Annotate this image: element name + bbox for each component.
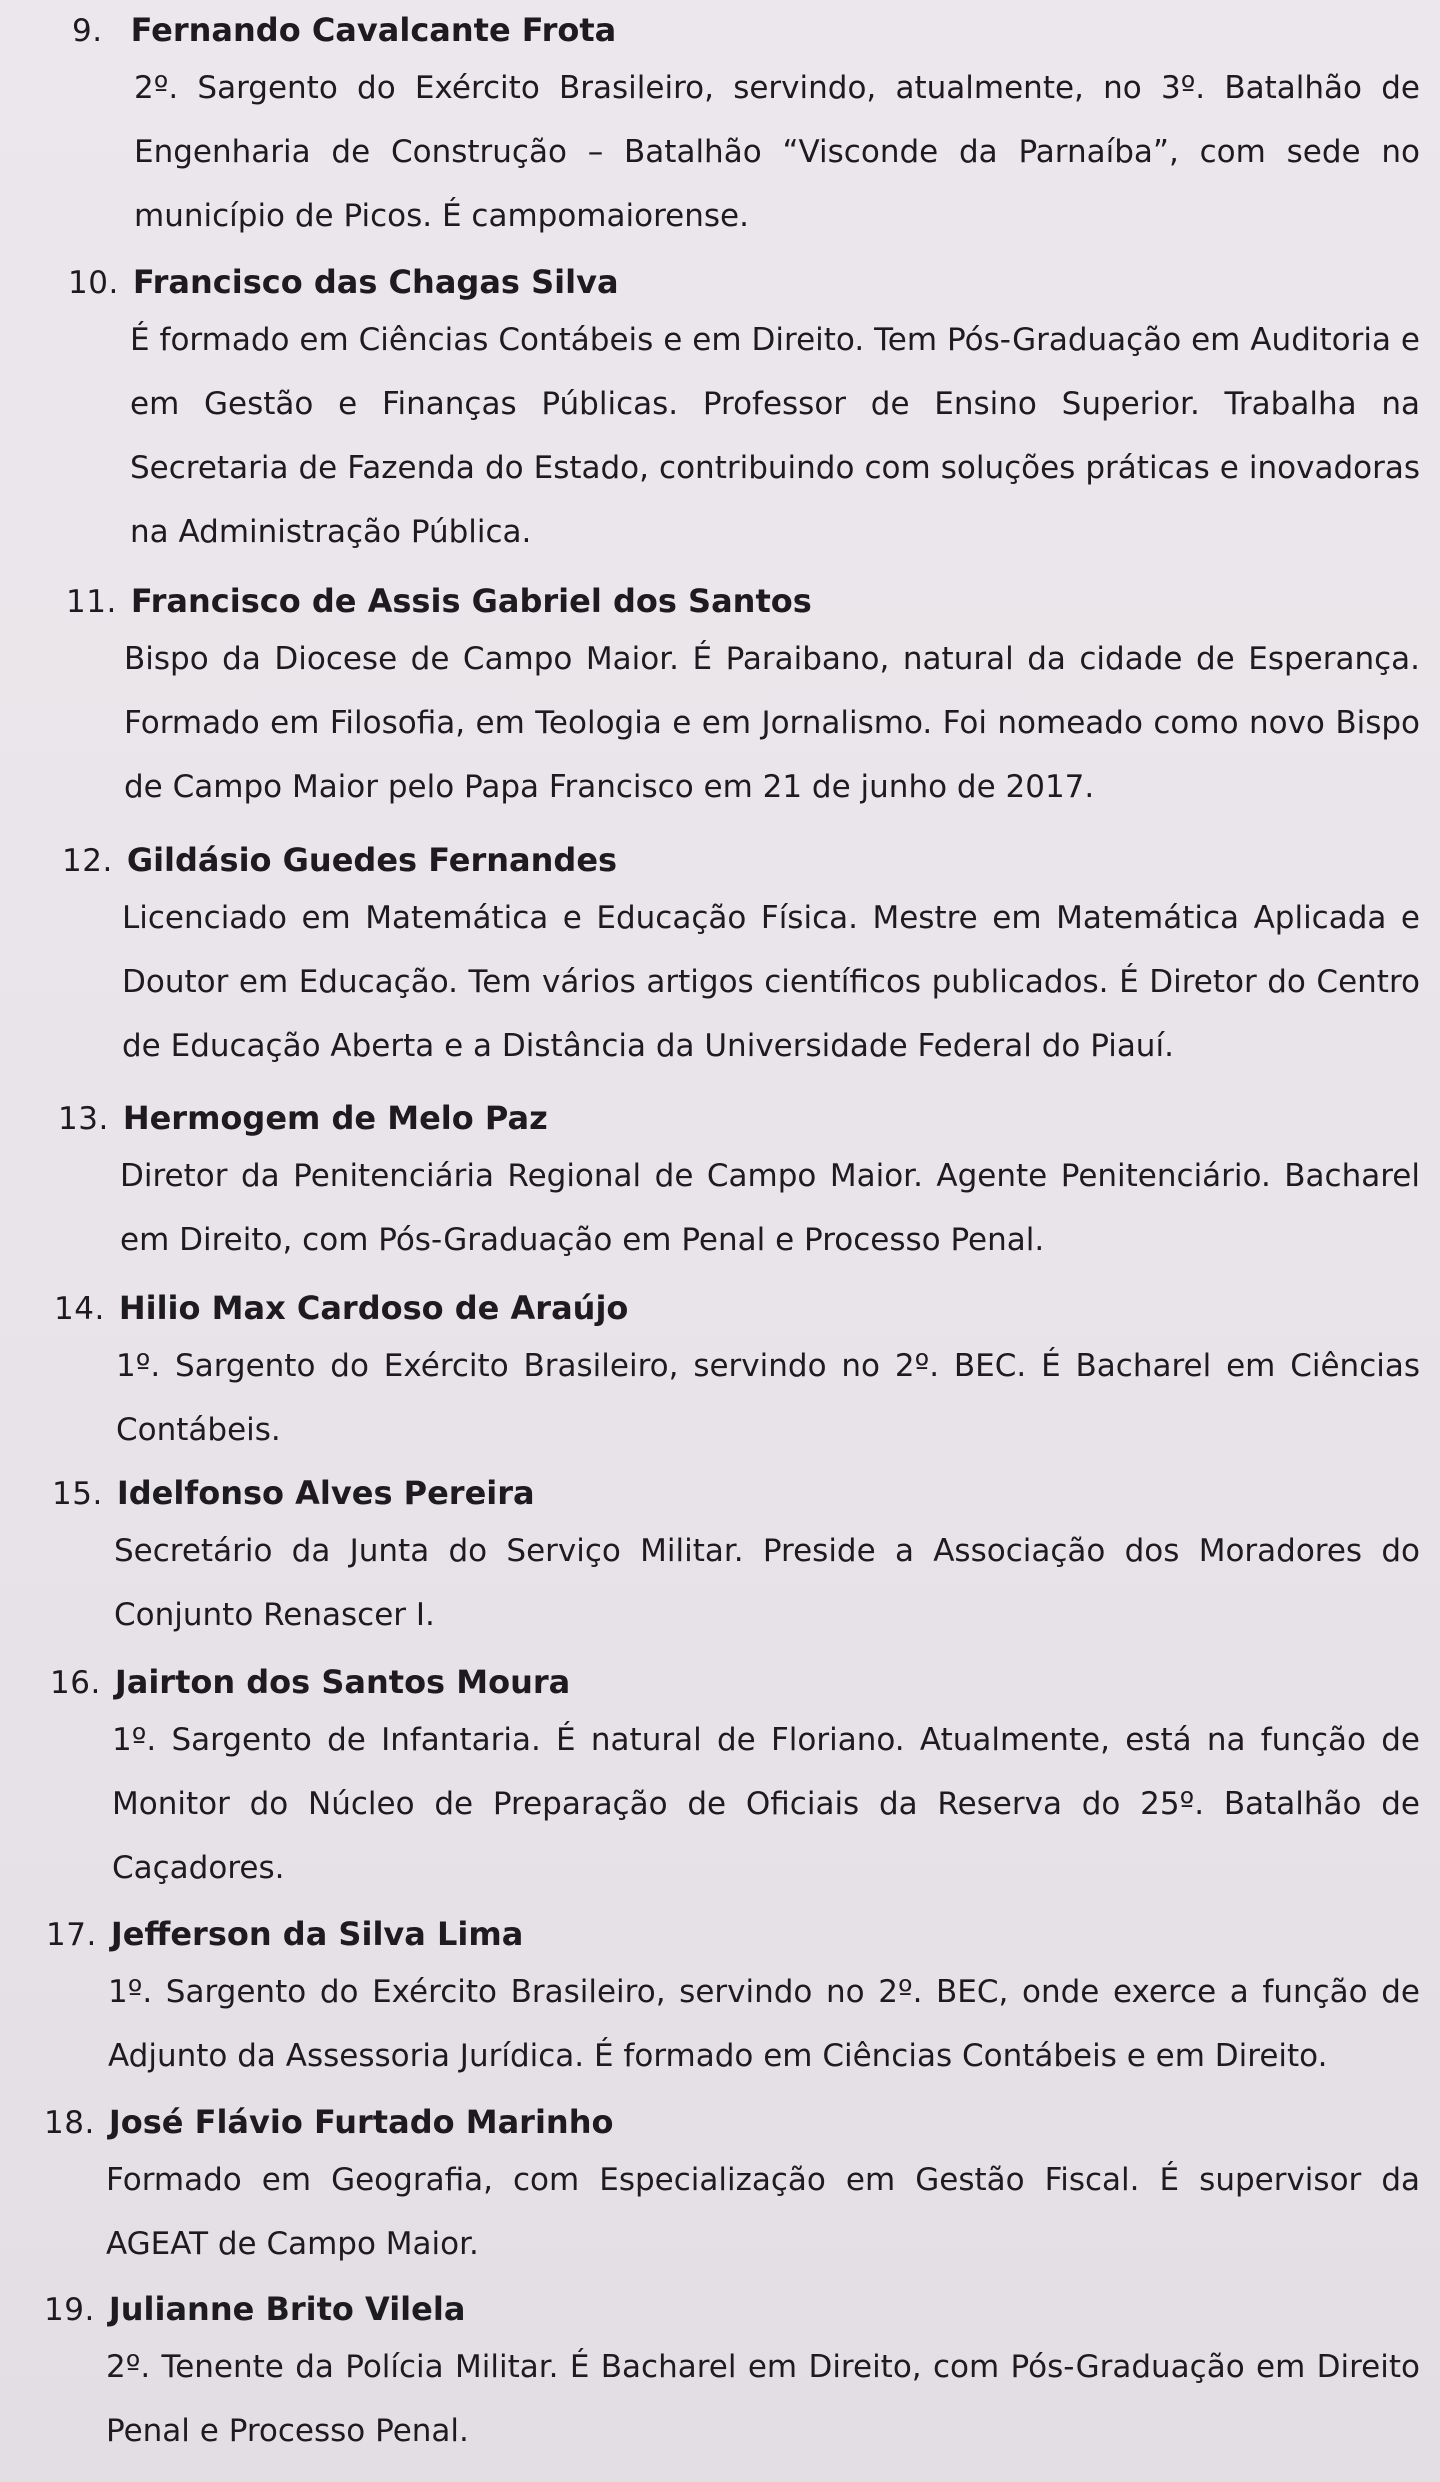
entry-name: Jefferson da Silva Lima	[110, 1915, 524, 1953]
entry-description: Secretário da Junta do Serviço Militar. Preside a Associação dos Moradores do Conjunto Renascer I.	[114, 1533, 1420, 1633]
entry-name: Francisco de Assis Gabriel dos Santos	[130, 582, 812, 620]
entry-name: Jairton dos Santos Moura	[114, 1663, 571, 1701]
list-item	[62, 834, 1420, 1078]
entry-description: Diretor da Penitenciária Regional de Campo Maior. Agente Penitenciário. Bacharel em Direito, com Pós-Graduação em Penal e Processo Penal.	[120, 1158, 1420, 1258]
list-item	[72, 4, 1420, 248]
list-item	[46, 1908, 1420, 2088]
entry-heading	[46, 1908, 1420, 1960]
entry-description: 1º. Sargento de Infantaria. É natural de Floriano. Atualmente, está na função de Monitor do Núcleo de Preparação de Oficiais da Reserva do 25º. Batalhão de Caçadores.	[112, 1722, 1420, 1886]
entry-number: 16.	[50, 1665, 101, 1701]
entry-name: Hermogem de Melo Paz	[122, 1099, 548, 1137]
entry-description: Licenciado em Matemática e Educação Física. Mestre em Matemática Aplicada e Doutor em Educação. Tem vários artigos científicos publicados. É Diretor do Centro de Educação Aberta e a Distância da Universidade Federal do Piauí.	[122, 900, 1420, 1064]
entry-description: 2º. Tenente da Polícia Militar. É Bacharel em Direito, com Pós-Graduação em Direito Penal e Processo Penal.	[106, 2349, 1420, 2449]
entry-number: 15.	[52, 1476, 103, 1512]
entry-name: Gildásio Guedes Fernandes	[126, 841, 618, 879]
entry-number: 17.	[46, 1917, 97, 1953]
entry-number: 9.	[72, 13, 103, 49]
list-item	[50, 1656, 1420, 1900]
entry-number: 14.	[54, 1291, 105, 1327]
entry-name: Idelfonso Alves Pereira	[116, 1474, 535, 1512]
entry-name: Fernando Cavalcante Frota	[130, 11, 617, 49]
list-item	[54, 1282, 1420, 1462]
entry-heading	[68, 256, 1420, 308]
entry-description: 1º. Sargento do Exército Brasileiro, servindo no 2º. BEC, onde exerce a função de Adjunto da Assessoria Jurídica. É formado em Ciências Contábeis e em Direito.	[108, 1974, 1420, 2074]
list-item	[44, 2096, 1420, 2276]
entry-number: 19.	[44, 2292, 95, 2328]
entry-name: Francisco das Chagas Silva	[132, 263, 619, 301]
list-item	[58, 1092, 1420, 1272]
list-item	[66, 575, 1420, 819]
entry-name: Hilio Max Cardoso de Araújo	[118, 1289, 629, 1327]
entry-heading	[66, 575, 1420, 627]
entry-number: 10.	[68, 265, 119, 301]
entry-heading	[44, 2283, 1420, 2335]
entry-description: Formado em Geografia, com Especialização em Gestão Fiscal. É supervisor da AGEAT de Campo Maior.	[106, 2162, 1420, 2262]
entry-heading	[62, 834, 1420, 886]
entry-heading	[50, 1656, 1420, 1708]
entry-name: José Flávio Furtado Marinho	[108, 2103, 614, 2141]
list-item	[68, 256, 1420, 564]
entry-heading	[72, 4, 1420, 56]
entry-description: Bispo da Diocese de Campo Maior. É Paraibano, natural da cidade de Esperança. Formado em Filosofia, em Teologia e em Jornalismo. Foi nomeado como novo Bispo de Campo Maior pelo Papa Francisco em 21 de junho de 2017.	[124, 641, 1420, 805]
entry-heading	[52, 1467, 1420, 1519]
list-item	[44, 2283, 1420, 2463]
entry-number: 11.	[66, 584, 117, 620]
entry-number: 12.	[62, 843, 113, 879]
entry-name: Julianne Brito Vilela	[108, 2290, 466, 2328]
entry-number: 13.	[58, 1101, 109, 1137]
entry-heading	[58, 1092, 1420, 1144]
entry-heading	[44, 2096, 1420, 2148]
entry-number: 18.	[44, 2105, 95, 2141]
entry-description: 2º. Sargento do Exército Brasileiro, servindo, atualmente, no 3º. Batalhão de Engenharia de Construção – Batalhão “Visconde da Parnaíba”, com sede no município de Picos. É campomaiorense.	[134, 70, 1420, 234]
entry-description: É formado em Ciências Contábeis e em Direito. Tem Pós-Graduação em Auditoria e em Gestão e Finanças Públicas. Professor de Ensino Superior. Trabalha na Secretaria de Fazenda do Estado, contribuindo com soluções práticas e inovadoras na Administração Pública.	[130, 322, 1420, 550]
list-item	[52, 1467, 1420, 1647]
entry-description: 1º. Sargento do Exército Brasileiro, servindo no 2º. BEC. É Bacharel em Ciências Contábeis.	[116, 1348, 1420, 1448]
entry-heading	[54, 1282, 1420, 1334]
